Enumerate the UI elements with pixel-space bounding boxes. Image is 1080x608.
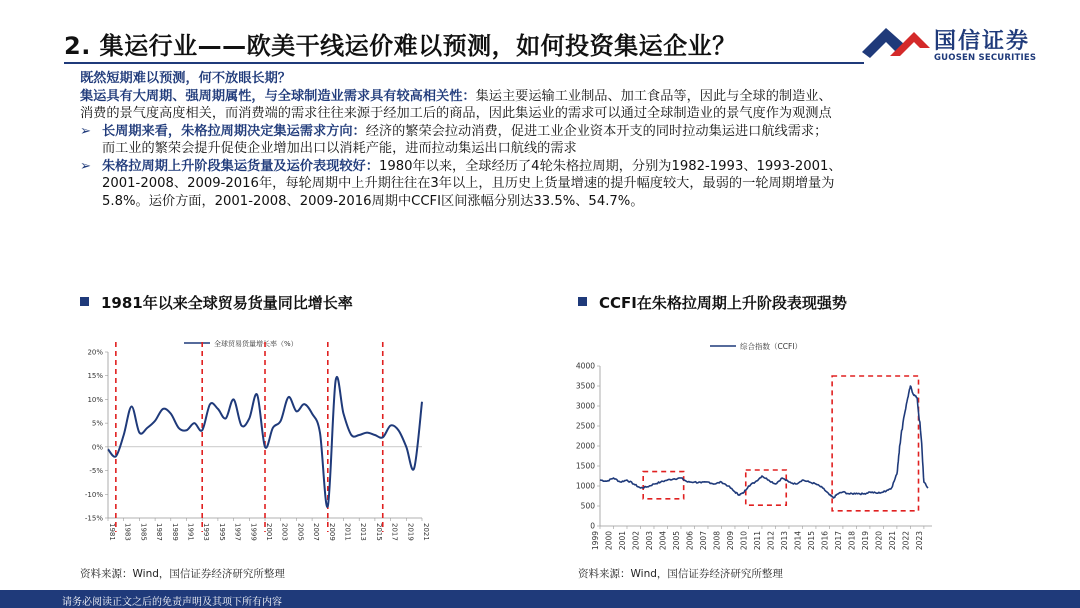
x-tick-label: 2014 — [793, 531, 803, 551]
paragraph-1-rest: 集运主要运输工业制品、加工食品等，因此与全球的制造业、 — [475, 88, 832, 104]
x-tick-label: 1987 — [155, 523, 164, 541]
x-tick-label: 2005 — [671, 531, 681, 551]
y-tick-label: 2500 — [575, 421, 595, 431]
bullet-1 — [80, 123, 1010, 141]
brand-logo — [860, 22, 1050, 66]
x-tick-label: 2015 — [806, 531, 816, 551]
y-tick-label: 3000 — [575, 401, 595, 411]
x-tick-label: 2015 — [374, 523, 383, 541]
x-tick-label: 2019 — [406, 523, 415, 541]
legend-label: 全球贸易货量增长率（%） — [214, 340, 298, 348]
x-tick-label: 1999 — [249, 523, 258, 541]
x-tick-label: 2013 — [779, 531, 789, 551]
bullet-1-lead: 长周期来看，朱格拉周期决定集运需求方向： — [102, 123, 366, 139]
paragraph-1-lead: 集运具有大周期、强周期属性，与全球制造业需求具有较高相关性： — [80, 88, 476, 104]
x-tick-label: 2017 — [390, 523, 399, 541]
title-divider — [64, 62, 864, 64]
x-tick-label: 2012 — [766, 531, 776, 551]
paragraph-1 — [80, 88, 1010, 106]
x-tick-label: 2016 — [820, 531, 830, 551]
x-tick-label: 2013 — [359, 523, 368, 541]
x-tick-label: 2021 — [422, 523, 430, 541]
x-tick-label: 1995 — [217, 523, 226, 541]
x-tick-label: 2017 — [833, 531, 843, 551]
y-tick-label: 10% — [87, 395, 103, 404]
y-tick-label: 20% — [87, 348, 103, 357]
x-tick-label: 2001 — [265, 523, 273, 541]
y-tick-label: 3500 — [575, 381, 595, 391]
square-bullet-icon — [578, 297, 587, 306]
bullet-2-line3: 5.8%。运价方面，2001-2008、2009-2016周期中CCFI区间涨幅分别达33.5%、54.7%。 — [102, 193, 644, 209]
x-tick-label: 2005 — [296, 523, 305, 541]
x-tick-label: 1991 — [186, 523, 195, 541]
x-tick-label: 1999 — [591, 531, 600, 551]
x-tick-label: 2006 — [685, 531, 695, 551]
x-tick-label: 1985 — [139, 523, 148, 541]
trade-volume-growth-chart — [72, 330, 432, 550]
footer-bar — [0, 590, 1080, 608]
x-tick-label: 2007 — [312, 523, 321, 541]
x-tick-label: 2022 — [901, 531, 911, 551]
left-chart-source: 资料来源：Wind，国信证券经济研究所整理 — [80, 568, 285, 580]
summary-heading: 既然短期难以预测，何不放眼长期？ — [80, 71, 291, 86]
bullet-arrow-icon: ➢ — [80, 123, 92, 139]
x-tick-label: 2021 — [887, 531, 897, 551]
bullet-2 — [80, 158, 1010, 176]
y-tick-label: 1000 — [575, 481, 595, 491]
y-tick-label: 15% — [87, 372, 103, 381]
page-title: 2. 集运行业——欧美干线运价难以预测，如何投资集运企业？ — [64, 32, 737, 60]
bullet-1-line2: 而工业的繁荣会提升促使企业增加出口以消耗产能，进而拉动集运出口航线的需求 — [102, 141, 577, 156]
y-tick-label: 2000 — [575, 441, 595, 451]
right-chart-source: 资料来源：Wind，国信证券经济研究所整理 — [578, 568, 783, 580]
y-tick-label: 5% — [91, 419, 103, 428]
x-tick-label: 2018 — [847, 531, 857, 551]
y-tick-label: -10% — [84, 490, 103, 499]
y-tick-label: -15% — [84, 514, 103, 523]
x-tick-label: 2000 — [604, 531, 614, 551]
x-tick-label: 2019 — [860, 531, 870, 551]
y-tick-label: 0% — [91, 443, 103, 452]
y-tick-label: 1500 — [575, 461, 595, 471]
logo-text-en: GUOSEN SECURITIES — [934, 53, 1037, 63]
x-tick-label: 2002 — [631, 531, 641, 551]
bullet-arrow-icon: ➢ — [80, 158, 92, 174]
logo-text-cn: 国信证券 — [934, 29, 1031, 54]
x-tick-label: 2004 — [658, 531, 668, 551]
disclaimer-text: 请务必阅读正文之后的免责声明及其项下所有内容 — [62, 597, 282, 608]
cycle-highlight-box — [832, 376, 918, 511]
x-tick-label: 1993 — [202, 523, 211, 541]
legend-label: 综合指数（CCFI） — [740, 342, 802, 351]
x-tick-label: 2011 — [752, 531, 762, 551]
x-tick-label: 2008 — [712, 531, 722, 551]
cycle-highlight-box — [746, 470, 786, 505]
x-tick-label: 2010 — [739, 531, 749, 551]
x-tick-label: 2023 — [914, 531, 924, 551]
logo-mark-icon — [860, 22, 932, 66]
x-tick-label: 1997 — [233, 523, 242, 541]
y-tick-label: 0 — [590, 521, 595, 531]
x-tick-label: 1981 — [108, 523, 116, 541]
ccfi-index-chart — [560, 330, 940, 560]
x-tick-label: 1989 — [170, 523, 179, 541]
summary-text — [80, 70, 1010, 210]
series-line — [600, 386, 928, 498]
x-tick-label: 1983 — [123, 523, 132, 541]
bullet-2-line2: 2001-2008、2009-2016年，每轮周期中上升期往往在3年以上，且历史上货量增速的提升幅度较大，最弱的一轮周期增量为 — [102, 176, 835, 191]
y-tick-label: 4000 — [575, 361, 595, 371]
right-chart-title: CCFI在朱格拉周期上升阶段表现强势 — [578, 292, 847, 313]
x-tick-label: 2007 — [698, 531, 708, 551]
x-tick-label: 2001 — [617, 531, 627, 551]
y-tick-label: -5% — [89, 467, 103, 476]
left-chart-title: 1981年以来全球贸易货量同比增长率 — [80, 292, 353, 313]
x-tick-label: 2003 — [280, 523, 289, 541]
bullet-2-rest: 1980年以来，全球经历了4轮朱格拉周期，分别为1982-1993、1993-2001、 — [378, 158, 842, 174]
x-tick-label: 2020 — [874, 531, 884, 551]
y-tick-label: 500 — [580, 501, 595, 511]
paragraph-1-line2: 消费的景气度高度相关，而消费端的需求往往来源于经加工后的商品，因此集运业的需求可以通过全球制造业的景气度作为观测点 — [80, 106, 832, 121]
x-tick-label: 2009 — [725, 531, 735, 551]
x-tick-label: 2011 — [343, 523, 352, 541]
bullet-2-lead: 朱格拉周期上升阶段集运货量及运价表现较好： — [102, 158, 379, 174]
bullet-1-rest: 经济的繁荣会拉动消费，促进工业企业资本开支的同时拉动集运进口航线需求； — [365, 123, 828, 139]
square-bullet-icon — [80, 297, 89, 306]
x-tick-label: 2003 — [644, 531, 654, 551]
x-tick-label: 2009 — [327, 523, 336, 541]
